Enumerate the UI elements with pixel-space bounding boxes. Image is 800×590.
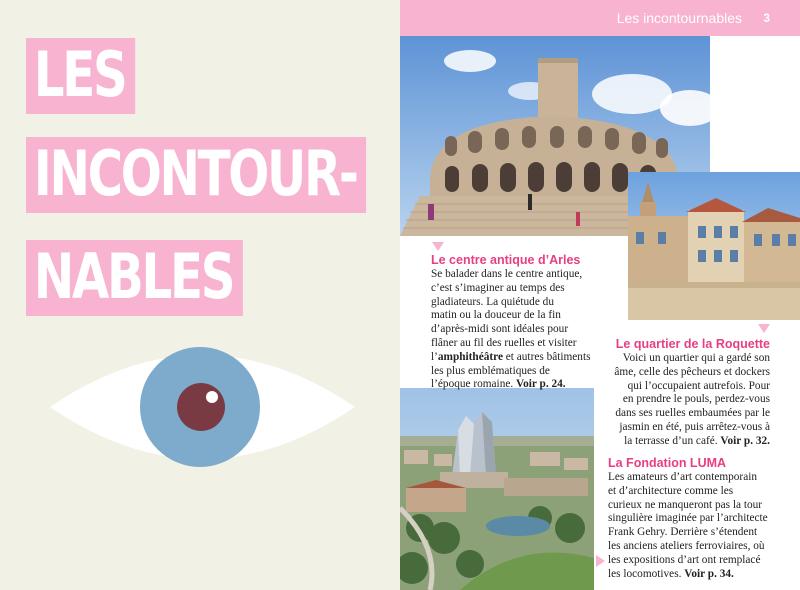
section-text-luma <box>608 471 798 581</box>
text-line: gladiateurs. La quiétude du <box>431 295 554 308</box>
running-title: Les incontournables <box>616 10 742 26</box>
text-line: Voici un quartier qui a gardé son <box>622 352 770 364</box>
text-run: et autres bâtiments <box>502 350 591 363</box>
text-line: les anciens ateliers ferroviaires, où <box>608 539 765 552</box>
marker-arrow-down-icon <box>758 324 770 333</box>
text-run: les locomotives. <box>608 567 685 580</box>
right-page <box>400 0 800 590</box>
marker-arrow-right-icon <box>596 555 605 567</box>
text-line: en prendre le pouls, perdez-vous <box>622 393 770 406</box>
text-line: les plus emblématiques de <box>431 364 550 377</box>
page-reference: Voir p. 34. <box>684 567 734 580</box>
photo-roquette <box>628 172 800 320</box>
text-line <box>570 435 770 449</box>
text-line: d’après-midi sont idéales pour <box>431 323 569 336</box>
text-line: matin ou la douceur de la fin <box>431 309 561 322</box>
text-line: singulière imaginée par l’architecte <box>608 512 768 525</box>
section-heading-luma: La Fondation LUMA <box>608 456 727 470</box>
photo-luma <box>400 388 594 590</box>
text-line: Les amateurs d’art contemporain <box>608 471 757 483</box>
text-line: qui l’occupaient autrefois. Pour <box>627 379 770 392</box>
text-line: les expositions d’art ont remplacé <box>608 553 761 566</box>
text-line: Frank Gehry. Derrière s’étendent <box>608 526 758 539</box>
text-line: et d’architecture comme les <box>608 484 734 497</box>
text-bold-run: amphithéâtre <box>437 350 503 363</box>
text-line: dans ses ruelles embaumées par le <box>615 407 770 420</box>
header-bar <box>400 0 800 36</box>
title-line-2: INCONTOUR- <box>26 137 366 213</box>
text-run: la terrasse d’un café. <box>624 434 721 447</box>
text-line: jasmin en été, puis arrêtez-vous à <box>619 420 770 433</box>
title-line-3: NABLES <box>26 240 243 316</box>
text-line: flâner au fil des ruelles et visiter <box>431 336 577 349</box>
text-line: Se balader dans le centre antique, <box>431 268 583 280</box>
section-text-roquette <box>570 352 770 449</box>
section-heading-centre-antique: Le centre antique d’Arles <box>431 253 581 267</box>
page-reference: Voir p. 24. <box>516 378 566 391</box>
text-line: c’est s’imaginer au temps des <box>431 281 565 294</box>
text-line: âme, celle des pêcheurs et dockers <box>614 365 770 378</box>
marker-arrow-down-icon <box>432 242 444 251</box>
title-line-1: LES <box>26 38 135 114</box>
section-heading-roquette: Le quartier de la Roquette <box>615 337 770 351</box>
text-run: l’ <box>431 350 438 363</box>
text-line <box>608 568 798 582</box>
page-number: 3 <box>763 11 770 25</box>
page-reference: Voir p. 32. <box>720 434 770 447</box>
text-run: l’époque romaine. <box>431 378 517 391</box>
eye-icon <box>50 343 355 471</box>
text-line: curieux ne manqueront pas la tour <box>608 498 763 511</box>
